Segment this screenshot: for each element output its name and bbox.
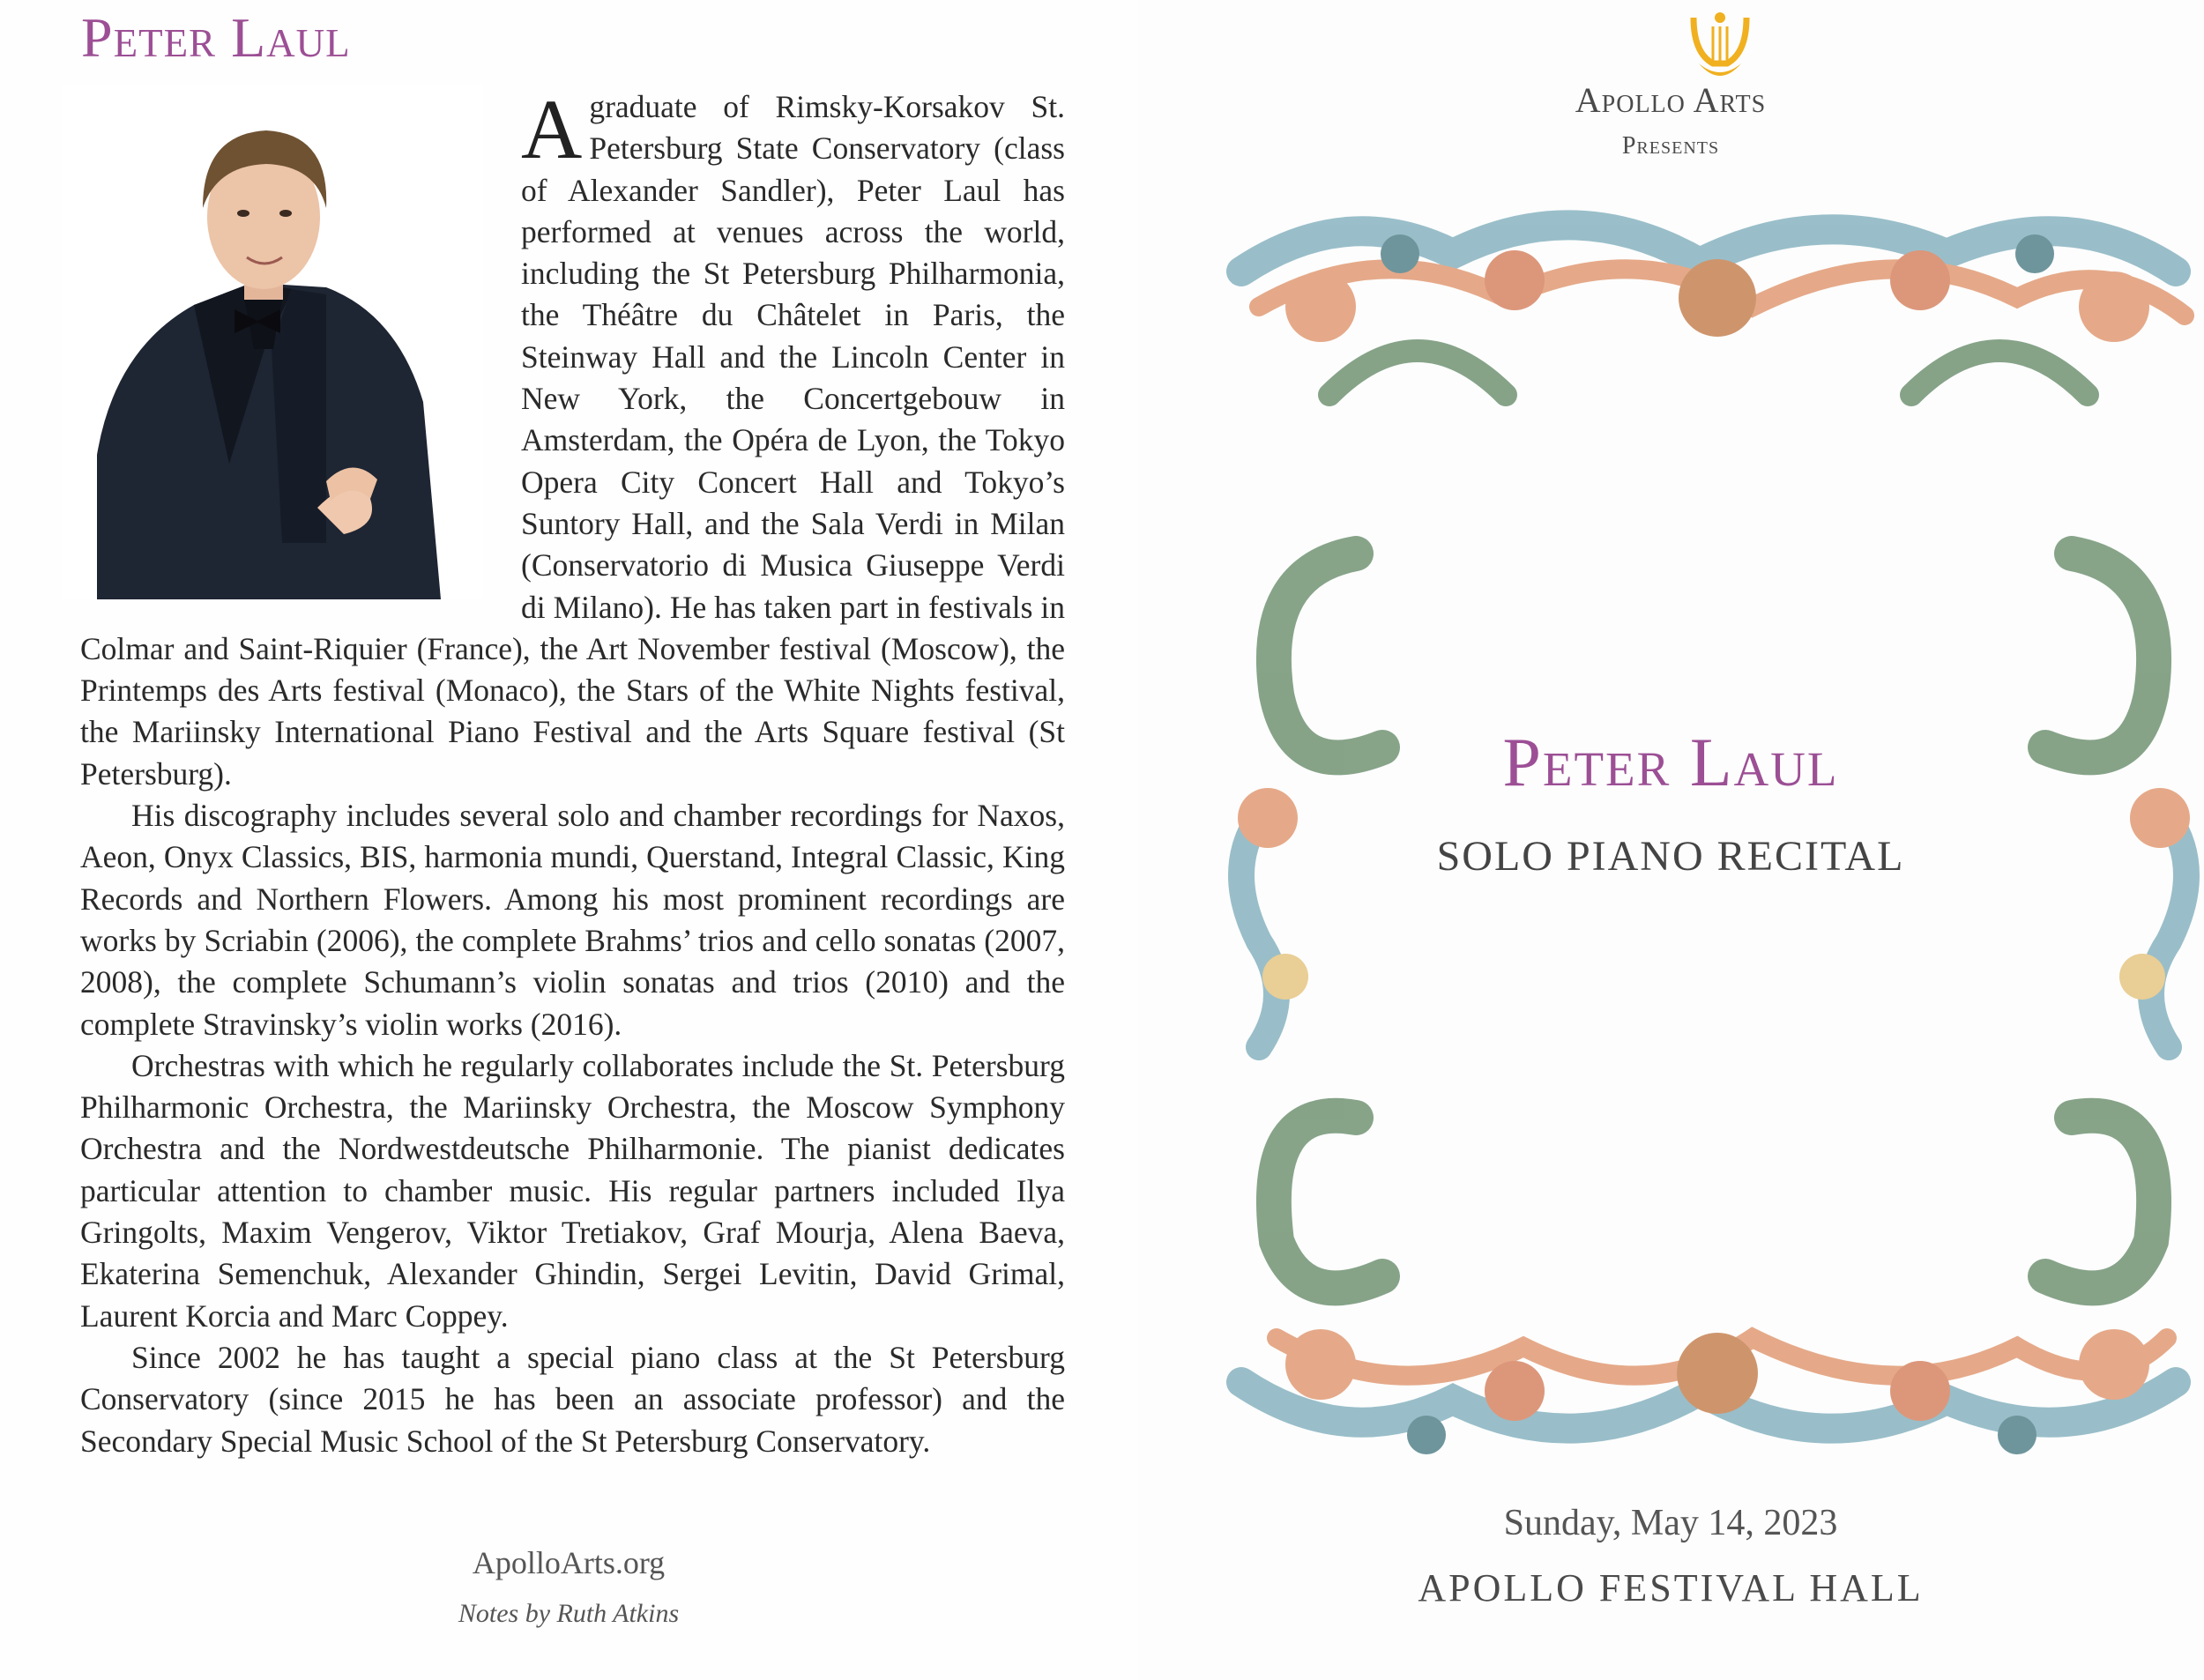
notes-credit: Notes by Ruth Atkins — [458, 1599, 680, 1628]
recital-title: SOLO PIANO RECITAL — [1436, 833, 1905, 880]
artist-heading: Peter Laul — [81, 6, 351, 69]
lyre-swan-icon — [1687, 9, 1754, 83]
event-date: Sunday, May 14, 2023 — [1503, 1503, 1838, 1543]
recital-artist-name: Peter Laul — [1502, 724, 1839, 800]
bio-paragraph: A graduate of Rimsky-Korsakov St. Petersburg State Conservatory (class of Alexander Sandler), Peter Laul has performed at venues across the world, including the St Petersburg Philharmonia, the Théâtre du Châtelet in Paris, the Steinway Hall and the Lincoln Center in New York, the Concertgebouw in Amsterdam, the Opéra de Lyon, the Tokyo Opera City Concert Hall and Tokyo’s Suntory Hall, and the Sala Verdi in Milan (Conservatorio di Musica Giuseppe Verdi di Milano). He has taken part in festivals in Colmar and Saint-Riquier (France), the Art November festival (Moscow), the Printemps des Arts festival (Monaco), the Stars of the White Nights festival, the Mariinsky International Piano Festival and the Arts Square festival (St Petersburg). — [80, 82, 1065, 792]
drop-cap: A — [521, 82, 583, 176]
presenter-name: Apollo Arts — [1575, 80, 1767, 120]
presents-label: Presents — [1621, 132, 1720, 160]
artist-biography — [80, 82, 1065, 1462]
bio-paragraph: Orchestras with which he regularly collaborates include the St. Petersburg Philharmonic Orchestra, the Mariinsky Orchestra, the Moscow Symphony Orchestra and the Nordwestdeutsche Philharmonie. The pianist dedicates particular attention to chamber music. His regular partners included Ilya Gringolts, Maxim Vengerov, Viktor Tretiakov, Graf Mourja, Alena Baeva, Ekaterina Semenchuk, Alexander Ghindin, Sergei Levitin, David Grimal, Laurent Korcia and Marc Coppey. — [80, 1047, 1065, 1334]
website-url: ApolloArts.org — [472, 1545, 666, 1580]
bio-paragraph: Since 2002 he has taught a special piano class at the St Petersburg Conservatory (since 2015 he has been an associate professor) and the Secondary Special Music School of the St Petersburg Conservatory. — [80, 1339, 1065, 1459]
bio-paragraph: His discography includes several solo and chamber recordings for Naxos, Aeon, Onyx Classics, BIS, harmonia mundi, Querstand, Integral Classic, King Records and Northern Flowers. Among his most prominent recordings are works by Scriabin (2006), the complete Brahms’ trios and cello sonatas (2007, 2008), the complete Schumann’s violin sonatas and trios (2010) and the complete Stravinsky’s violin works (2016). — [80, 798, 1065, 1042]
event-venue: APOLLO FESTIVAL HALL — [1418, 1566, 1924, 1609]
